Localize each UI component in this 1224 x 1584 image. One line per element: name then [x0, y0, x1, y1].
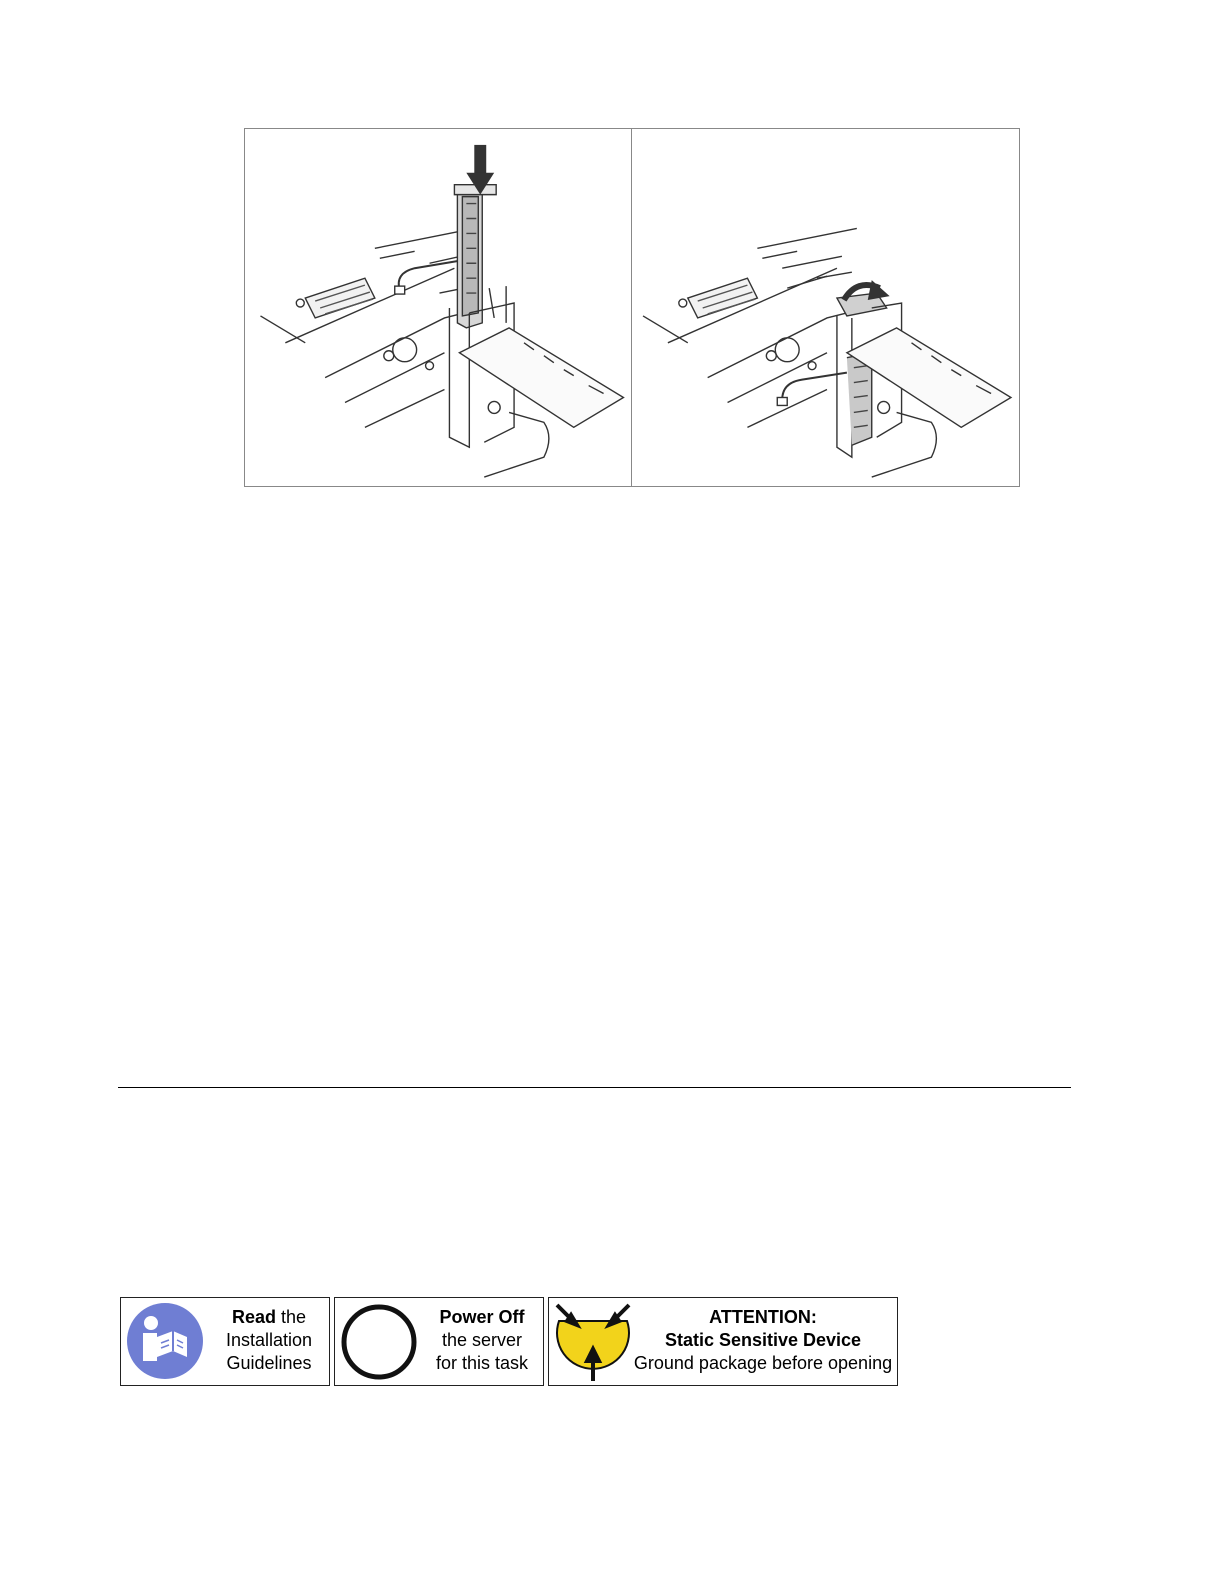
vent-grille [305, 278, 375, 318]
latch-close-illustration [632, 129, 1019, 486]
esd-line3: Ground package before opening [633, 1353, 893, 1373]
power-line3: for this task [435, 1353, 529, 1373]
esd-warning-icon [553, 1301, 633, 1381]
read-bold: Read [231, 1307, 276, 1327]
esd-line2: Static Sensitive Device [664, 1330, 862, 1350]
static-sensitive-badge [548, 1297, 898, 1386]
esd-line1: ATTENTION: [709, 1307, 817, 1327]
power-off-text [423, 1306, 541, 1375]
read-manual-icon [125, 1301, 205, 1381]
esd-text [631, 1306, 895, 1375]
power-line1: Power Off [439, 1307, 525, 1327]
pci-bracket [454, 185, 496, 328]
illustration-figure [244, 128, 1020, 487]
install-bracket-illustration [245, 129, 632, 486]
power-off-badge [334, 1297, 544, 1386]
bracket-latch [837, 293, 887, 457]
read-line2: Installation [225, 1330, 313, 1350]
section-divider [118, 1087, 1071, 1088]
power-line2: the server [441, 1330, 523, 1350]
power-off-icon [339, 1301, 419, 1381]
read-guidelines-text [209, 1306, 329, 1375]
read-guidelines-badge [120, 1297, 330, 1386]
read-line3: Guidelines [226, 1353, 312, 1373]
read-rest: the [275, 1307, 307, 1327]
vent-grille [688, 278, 758, 318]
